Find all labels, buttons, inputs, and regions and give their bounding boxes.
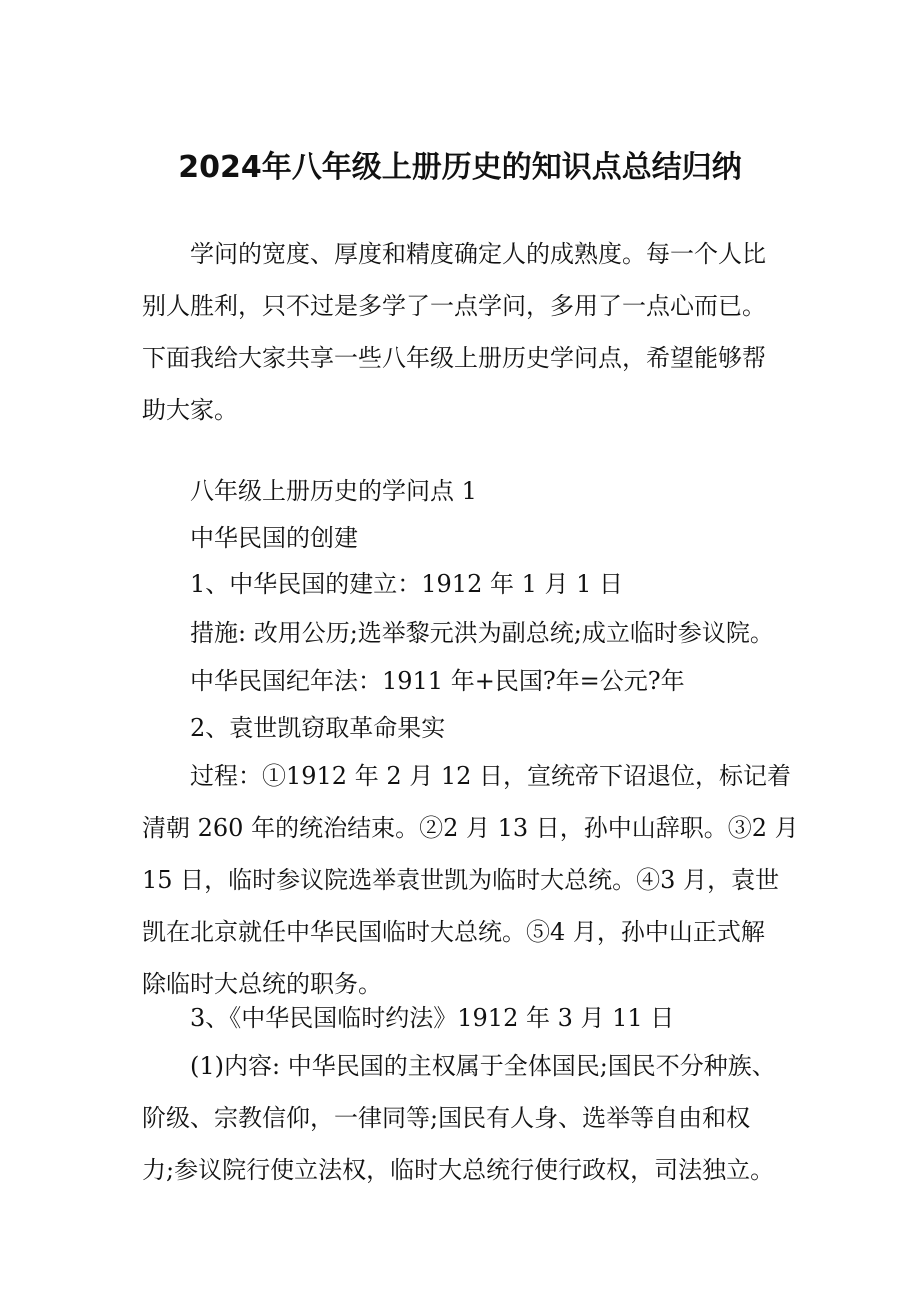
process-line: 过程：①1912 年 2 月 12 日，宣统帝下诏退位，标记着 (190, 762, 792, 790)
calendar-rule-text: 中华民国纪年法：1911 年+民国?年=公元?年 (190, 667, 685, 695)
measures-paragraph (142, 607, 782, 659)
intro-line: 助大家。 (142, 396, 238, 424)
item-heading: 1、中华民国的建立：1912 年 1 月 1 日 (190, 570, 624, 598)
content-line: (1)内容: 中华民国的主权属于全体国民;国民不分种族、 (190, 1052, 776, 1080)
process-line: 凯在北京就任中华民国临时大总统。⑤4 月，孙中山正式解 (142, 918, 765, 946)
intro-paragraph (142, 228, 782, 436)
intro-line: 下面我给大家共享一些八年级上册历史学问点，希望能够帮 (142, 344, 766, 372)
section-heading: 八年级上册历史的学问点 1 (190, 477, 477, 505)
process-line: 清朝 260 年的统治结束。②2 月 13 日，孙中山辞职。③2 月 (142, 814, 799, 842)
document-title: 2024年八年级上册历史的知识点总结归纳 (178, 150, 742, 185)
section-heading-paragraph (142, 465, 782, 517)
subheading: 中华民国的创建 (190, 524, 358, 552)
item-heading: 3、《中华民国临时约法》1912 年 3 月 11 日 (190, 1004, 675, 1032)
subheading-paragraph (142, 512, 782, 564)
item-heading: 2、袁世凯窃取革命果实 (190, 714, 446, 742)
content-line: 阶级、宗教信仰，一律同等;国民有人身、选举等自由和权 (142, 1104, 751, 1132)
process-line: 除临时大总统的职务。 (142, 970, 382, 998)
item3-paragraph (142, 992, 782, 1044)
content-line: 力;参议院行使立法权，临时大总统行使行政权，司法独立。 (142, 1156, 775, 1184)
calendar-rule-paragraph (142, 655, 782, 707)
item1-paragraph (142, 558, 782, 610)
measures-text: 措施: 改用公历;选举黎元洪为副总统;成立临时参议院。 (190, 619, 774, 647)
process-paragraph (142, 750, 799, 1010)
intro-line: 别人胜利，只不过是多学了一点学问，多用了一点心而已。 (142, 292, 766, 320)
item2-paragraph (142, 702, 782, 754)
content-paragraph (142, 1040, 782, 1196)
process-line: 15 日，临时参议院选举袁世凯为临时大总统。④3 月，袁世 (142, 866, 780, 894)
intro-line: 学问的宽度、厚度和精度确定人的成熟度。每一个人比 (190, 240, 766, 268)
